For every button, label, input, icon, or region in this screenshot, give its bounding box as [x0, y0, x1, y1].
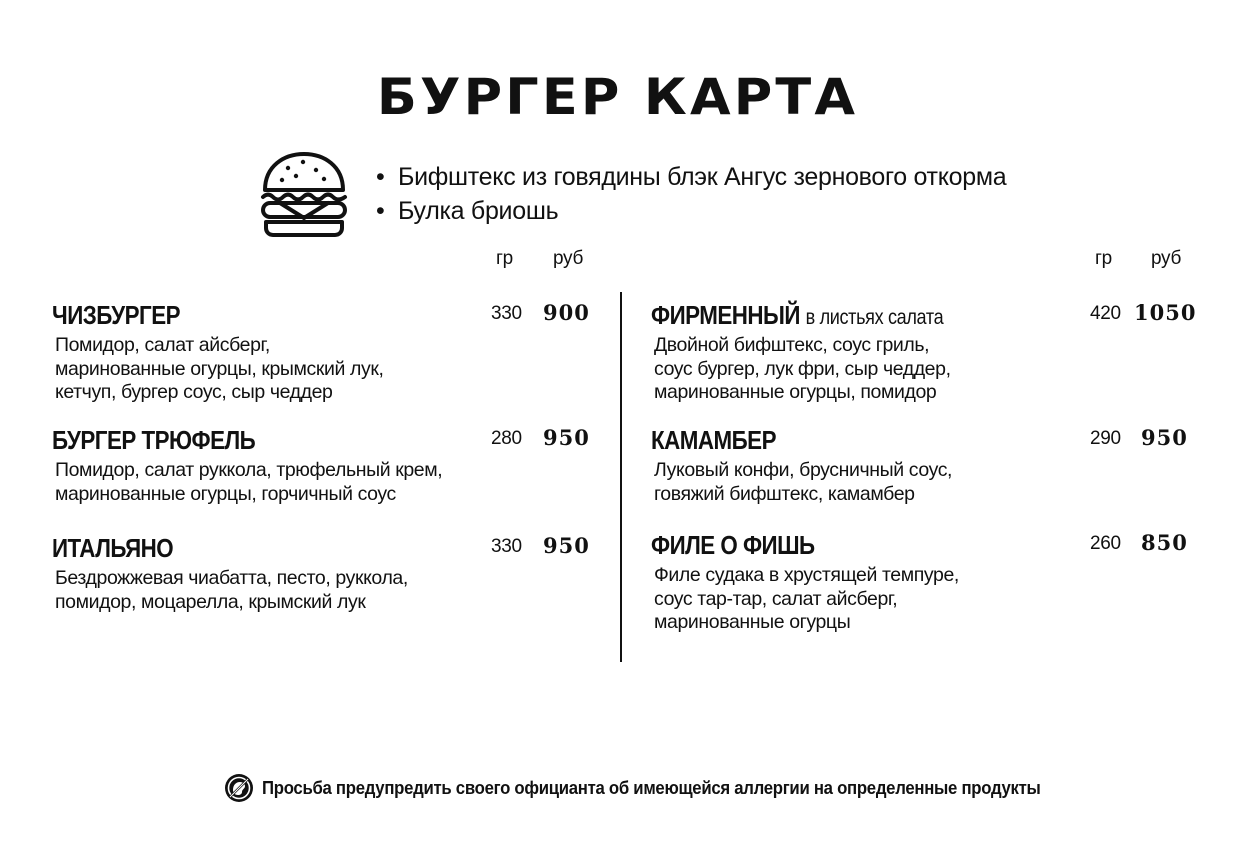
column-divider [620, 292, 622, 662]
item-description [654, 564, 959, 635]
burger-icon [258, 150, 350, 240]
item-description [654, 459, 952, 506]
description-line: помидор, моцарелла, крымский лук [55, 590, 366, 613]
item-description [55, 459, 442, 506]
features-list [376, 160, 1006, 228]
item-price: 950 [1141, 425, 1188, 450]
item-description [55, 567, 408, 614]
allergy-icon [224, 773, 254, 803]
description-line: Филе судака в хрустящей темпуре, [654, 564, 959, 586]
item-name [651, 300, 943, 333]
left-price-header: руб [553, 248, 584, 269]
left-weight-header: гр [496, 248, 513, 269]
item-price: 900 [543, 300, 590, 325]
description-line: Бездрожжевая чиабатта, песто, руккола, [55, 567, 408, 589]
item-name: ЧИЗБУРГЕР [52, 300, 180, 330]
item-weight: 420 [1090, 303, 1121, 324]
description-line: Луковый конфи, брусничный соус, [654, 459, 953, 481]
allergy-notice [224, 772, 1099, 804]
item-name: ФИЛЕ О ФИШЬ [651, 530, 815, 560]
item-note: в листьях салата [805, 306, 944, 329]
item-weight: 260 [1090, 533, 1121, 554]
item-name: КАМАМБЕР [651, 425, 776, 455]
item-price: 950 [543, 533, 590, 558]
allergy-notice-text: Просьба предупредить своего официанта об имеющейся аллергии на определенные продукты [262, 777, 1041, 798]
page-title: БУРГЕР КАРТА [376, 68, 859, 126]
description-line: Помидор, салат айсберг, [55, 334, 270, 356]
feature-item: • Бифштекс из говядины блэк Ангус зернового откорма [376, 160, 1006, 194]
right-price-header: руб [1151, 248, 1182, 269]
item-weight: 280 [491, 428, 522, 449]
description-line: кетчуп, бургер соус, сыр чеддер [55, 381, 333, 403]
item-price: 1050 [1134, 300, 1197, 325]
item-weight: 330 [491, 536, 522, 557]
description-line: Помидор, салат руккола, трюфельный крем, [55, 459, 443, 481]
right-weight-header: гр [1095, 248, 1112, 269]
description-line: маринованные огурцы, крымский лук, [55, 357, 384, 380]
description-line: соус тар-тар, салат айсберг, [654, 587, 898, 610]
item-weight: 330 [491, 303, 522, 324]
description-line: Двойной бифштекс, соус гриль, [654, 334, 930, 356]
item-name: ИТАЛЬЯНО [52, 533, 174, 563]
item-price: 850 [1141, 530, 1188, 555]
item-price: 950 [543, 425, 590, 450]
feature-item: • Булка бриошь [376, 194, 1006, 228]
description-line: говяжий бифштекс, камамбер [654, 482, 915, 505]
item-description [55, 334, 384, 405]
description-line: маринованные огурцы, помидор [654, 381, 937, 403]
item-name: БУРГЕР ТРЮФЕЛЬ [52, 425, 256, 455]
item-description [654, 334, 951, 405]
description-line: маринованные огурцы, горчичный соус [55, 482, 396, 505]
item-name-text: ФИРМЕННЫЙ [651, 300, 800, 330]
item-weight: 290 [1090, 428, 1121, 449]
description-line: маринованные огурцы [654, 611, 851, 633]
description-line: соус бургер, лук фри, сыр чеддер, [654, 357, 951, 380]
